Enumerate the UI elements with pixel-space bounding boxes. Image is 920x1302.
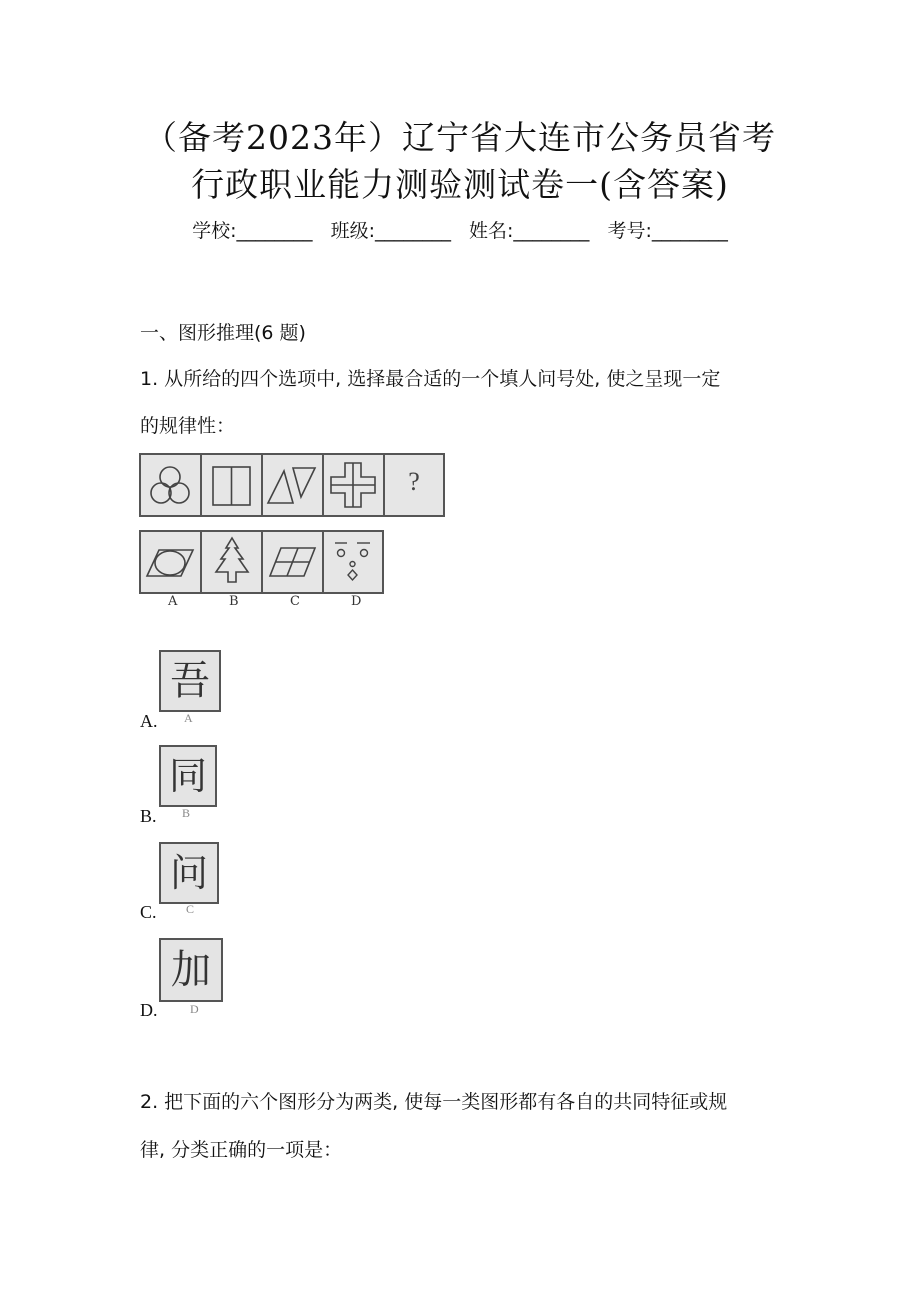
- number-field: 考号:________: [607, 220, 728, 242]
- section-heading: 一、图形推理(6 题): [140, 322, 306, 344]
- option-d-figure: [324, 532, 383, 592]
- option-c-figure: [263, 532, 324, 592]
- figure-letter-a: A: [168, 594, 178, 609]
- q1-question-figure: [139, 453, 445, 517]
- option-d-image[interactable]: 加: [159, 938, 223, 1002]
- q2-text-line1: 2. 把下面的六个图形分为两类, 使每一类图形都有各自的共同特征或规: [140, 1091, 728, 1113]
- class-field: 班级:________: [330, 220, 451, 242]
- option-b-label[interactable]: B.: [140, 806, 157, 826]
- question-mark: ?: [408, 467, 420, 496]
- option-b-figure: [202, 532, 263, 592]
- option-d-label[interactable]: D.: [140, 1000, 158, 1020]
- option-a-image[interactable]: 吾: [159, 650, 221, 712]
- figure-letter-b: B: [229, 594, 239, 609]
- option-a-subletter: A: [184, 711, 193, 725]
- option-a-label[interactable]: A.: [140, 711, 158, 731]
- option-a-figure: [141, 532, 202, 592]
- option-c-label[interactable]: C.: [140, 902, 157, 922]
- school-field: 学校:________: [192, 220, 313, 242]
- split-rectangle-figure: [202, 455, 263, 515]
- option-c-subletter: C: [186, 902, 195, 916]
- option-d-subletter: D: [190, 1002, 199, 1016]
- option-b-image[interactable]: 同: [159, 745, 217, 807]
- three-circles-figure: [141, 455, 202, 515]
- figure-letter-c: C: [290, 594, 300, 609]
- cross-shape-figure: [324, 455, 385, 515]
- name-field: 姓名:________: [469, 220, 590, 242]
- q2-text-line2: 律, 分类正确的一项是：: [140, 1139, 343, 1161]
- option-b-subletter: B: [182, 806, 191, 820]
- option-c-image[interactable]: 问: [159, 842, 219, 904]
- student-info-line: [0, 216, 920, 243]
- figure-letter-d: D: [351, 594, 362, 609]
- q1-text-line1: 1. 从所给的四个选项中, 选择最合适的一个填人问号处, 使之呈现一定: [140, 368, 721, 390]
- q1-text-line2: 的规律性：: [140, 415, 236, 437]
- document-title-line2: 行政职业能力测验测试卷一(含答案): [191, 165, 729, 204]
- question-mark-figure: [385, 455, 444, 515]
- q1-options-figure: [139, 530, 384, 609]
- document-title-line1: （备考2023年）辽宁省大连市公务员省考: [144, 118, 776, 157]
- two-triangles-figure: [263, 455, 324, 515]
